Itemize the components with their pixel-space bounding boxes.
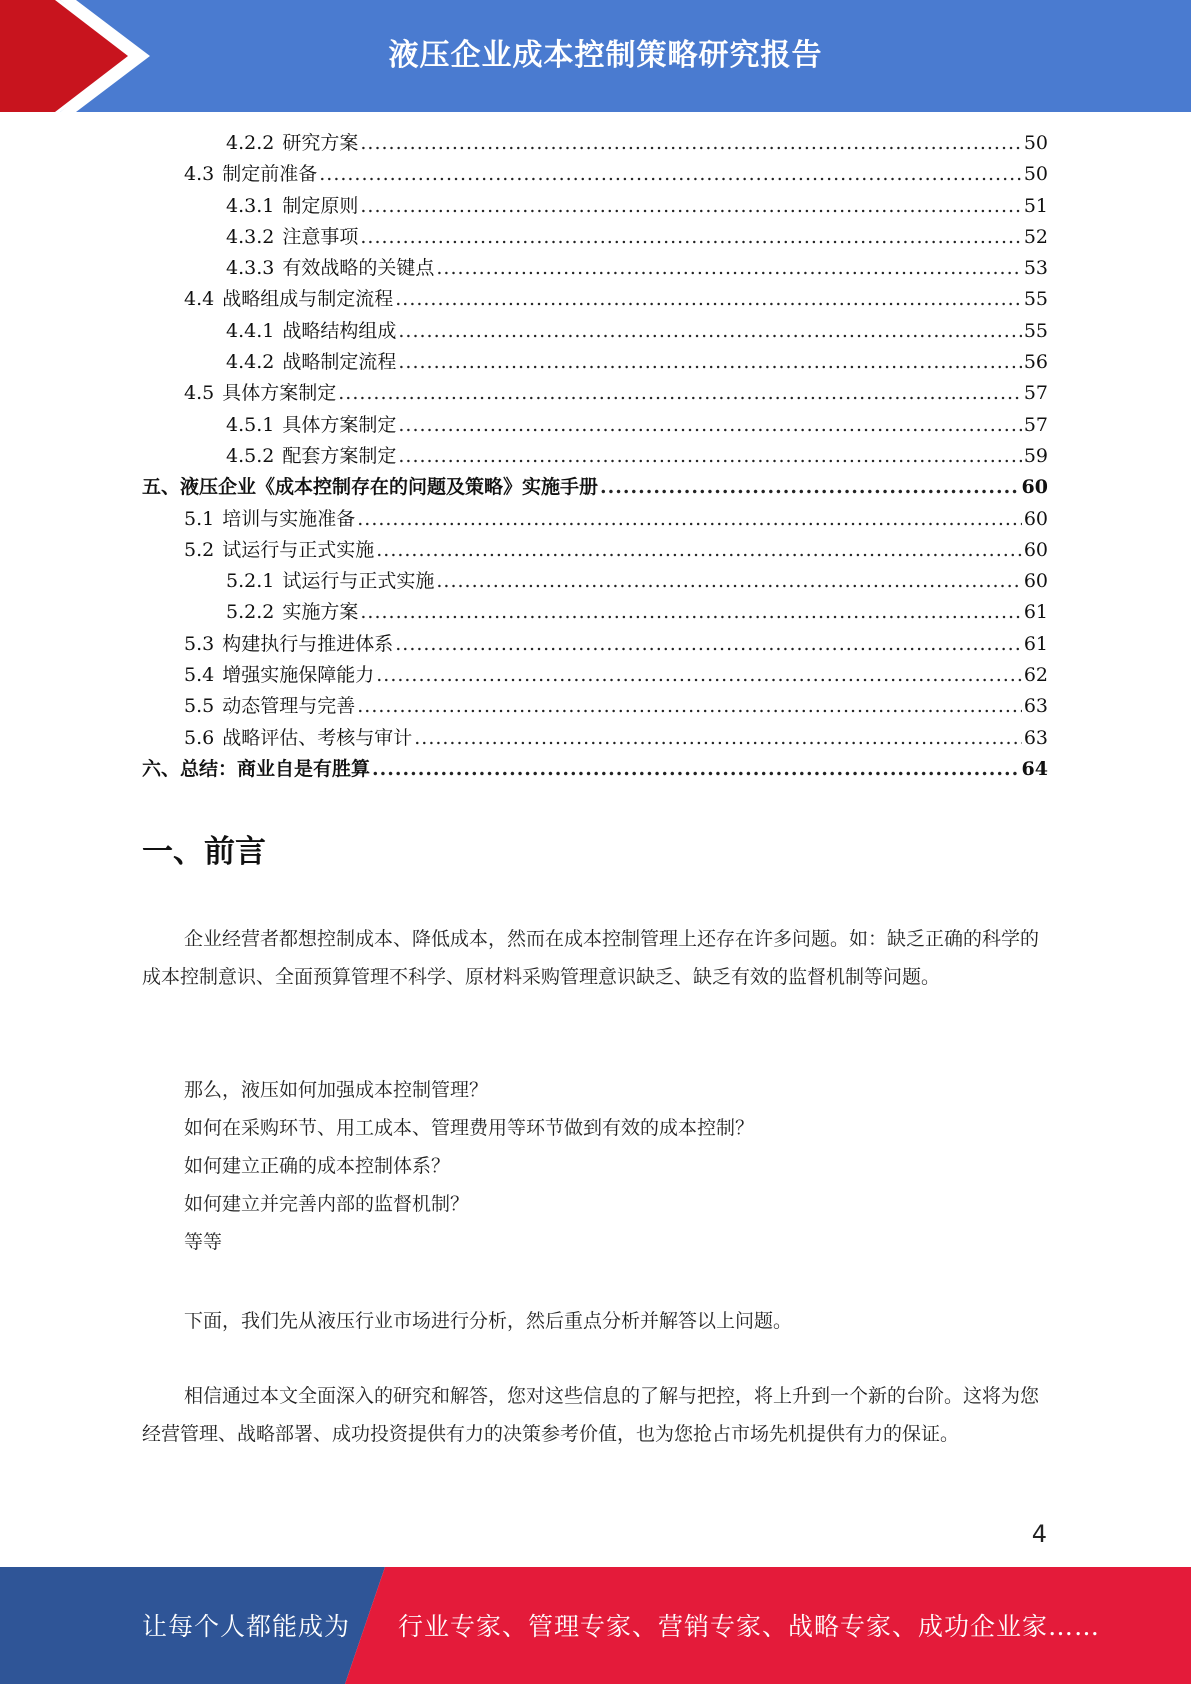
toc-entry-number: 5.3 <box>184 632 215 655</box>
toc-entry[interactable] <box>142 378 1048 409</box>
toc-entry-page: 50 <box>1023 132 1048 154</box>
toc-entry-number: 5.1 <box>184 507 215 530</box>
paragraph-text: 相信通过本文全面深入的研究和解答，您对这些信息的了解与把控，将上升到一个新的台阶。这将为您经营管理、战略部署、成功投资提供有力的决策参考价值，也为您抢占市场先机提供有力的保证。 <box>142 1385 1040 1445</box>
toc-entry-page: 51 <box>1023 194 1048 217</box>
question-item: 如何建立正确的成本控制体系？ <box>184 1155 451 1177</box>
toc-dot-leader <box>357 691 1022 722</box>
toc-dot-leader <box>338 378 1022 409</box>
toc-entry[interactable] <box>142 159 1048 190</box>
toc-entry[interactable] <box>142 316 1048 347</box>
toc-entry[interactable] <box>142 629 1048 660</box>
toc-entry-number: 4.5.1 <box>226 413 275 436</box>
toc-entry-page: 53 <box>1023 257 1048 280</box>
toc-entry-label: 战略制定流程 <box>282 351 397 374</box>
toc-dot-leader <box>360 191 1021 222</box>
toc-dot-leader <box>395 629 1022 660</box>
toc-entry-number: 5.4 <box>184 664 215 687</box>
toc-entry-label: 研究方案 <box>282 132 359 154</box>
toc-entry-number: 4.3.2 <box>226 225 275 248</box>
paragraph-text: 企业经营者都想控制成本、降低成本，然而在成本控制管理上还存在许多问题。如：缺乏正确的科学的成本控制意识、全面预算管理不科学、原材料采购管理意识缺乏、缺乏有效的监督机制等问题。 <box>142 928 1040 988</box>
toc-entry-page: 60 <box>1021 476 1048 499</box>
toc-entry[interactable] <box>142 504 1048 535</box>
toc-dot-leader <box>436 253 1021 284</box>
toc-entry-page: 62 <box>1023 664 1048 687</box>
toc-entry-label: 试运行与正式实施 <box>222 538 375 561</box>
paragraph-text: 下面，我们先从液压行业市场进行分析，然后重点分析并解答以上问题。 <box>184 1310 793 1332</box>
question-list <box>184 1071 754 1261</box>
toc-entry-number: 5.2.1 <box>226 570 275 593</box>
toc-entry[interactable] <box>142 441 1048 472</box>
toc-entry-page: 60 <box>1023 570 1048 593</box>
toc-entry-page: 60 <box>1023 507 1048 530</box>
toc-dot-leader <box>376 535 1022 566</box>
toc-dot-leader <box>414 723 1022 754</box>
toc-entry-label: 六、总结：商业自是有胜算 <box>142 757 371 780</box>
toc-entry-page: 57 <box>1023 382 1048 405</box>
toc-entry[interactable] <box>142 472 1048 503</box>
toc-entry-label: 制定前准备 <box>222 163 318 186</box>
toc-entry-number: 4.5 <box>184 382 215 405</box>
toc-dot-leader <box>372 754 1020 785</box>
toc-dot-leader <box>600 472 1020 503</box>
section-heading: 一、前言 <box>142 834 266 870</box>
toc-entry-page: 50 <box>1023 163 1048 186</box>
toc-dot-leader <box>357 504 1022 535</box>
toc-entry-number: 5.5 <box>184 695 215 718</box>
toc-entry-number: 4.4.2 <box>226 351 275 374</box>
toc-dot-leader <box>436 566 1021 597</box>
toc-entry[interactable] <box>142 284 1048 315</box>
toc-entry[interactable] <box>142 191 1048 222</box>
toc-entry-label: 战略结构组成 <box>282 319 397 342</box>
toc-entry-page: 61 <box>1023 601 1048 624</box>
page-header <box>0 0 1191 112</box>
toc-dot-leader <box>398 316 1021 347</box>
toc-entry[interactable] <box>142 723 1048 754</box>
toc-entry-page: 64 <box>1021 757 1048 780</box>
toc-dot-leader <box>360 222 1021 253</box>
toc-entry-label: 增强实施保障能力 <box>222 664 375 687</box>
toc-entry-label: 具体方案制定 <box>222 382 337 405</box>
toc-entry-label: 注意事项 <box>282 225 359 248</box>
toc-entry-label: 有效战略的关键点 <box>282 257 435 280</box>
toc-entry-number: 5.6 <box>184 726 215 749</box>
toc-entry-page: 52 <box>1023 225 1048 248</box>
footer-slogan-left: 让每个人都能成为 <box>142 1612 351 1641</box>
toc-entry-page: 63 <box>1023 695 1048 718</box>
table-of-contents <box>142 128 1048 785</box>
toc-entry[interactable] <box>142 691 1048 722</box>
toc-entry-page: 55 <box>1023 319 1048 342</box>
question-item: 如何在采购环节、用工成本、管理费用等环节做到有效的成本控制？ <box>184 1117 755 1139</box>
next-step-paragraph <box>142 1302 1048 1340</box>
toc-entry-number: 4.5.2 <box>226 444 275 467</box>
closing-paragraph <box>142 1377 1048 1453</box>
toc-entry[interactable] <box>142 535 1048 566</box>
toc-entry-page: 57 <box>1023 413 1048 436</box>
toc-entry-number: 4.3.1 <box>226 194 275 217</box>
toc-entry[interactable] <box>142 566 1048 597</box>
toc-entry-label: 具体方案制定 <box>282 413 397 436</box>
toc-entry[interactable] <box>142 347 1048 378</box>
toc-entry-label: 动态管理与完善 <box>222 695 356 718</box>
toc-dot-leader <box>360 128 1021 159</box>
toc-entry-number: 4.3 <box>184 163 215 186</box>
toc-entry-number: 4.2.2 <box>226 132 275 154</box>
toc-dot-leader <box>398 410 1021 441</box>
toc-entry-label: 五、液压企业《成本控制存在的问题及策略》实施手册 <box>142 476 599 499</box>
toc-entry-number: 5.2.2 <box>226 601 275 624</box>
toc-entry-number: 4.3.3 <box>226 257 275 280</box>
toc-entry-page: 56 <box>1023 351 1048 374</box>
toc-entry-label: 战略组成与制定流程 <box>222 288 394 311</box>
toc-entry-label: 制定原则 <box>282 194 359 217</box>
page-footer <box>0 1567 1191 1684</box>
toc-dot-leader <box>360 597 1021 628</box>
toc-entry-page: 63 <box>1023 726 1048 749</box>
toc-entry-page: 60 <box>1023 538 1048 561</box>
toc-entry-label: 配套方案制定 <box>282 444 397 467</box>
toc-entry-page: 59 <box>1023 444 1048 467</box>
toc-entry[interactable] <box>142 754 1048 785</box>
toc-entry-number: 5.2 <box>184 538 215 561</box>
toc-dot-leader <box>376 660 1022 691</box>
page-number: 4 <box>1031 1520 1047 1548</box>
toc-dot-leader <box>398 347 1021 378</box>
document-title: 液压企业成本控制策略研究报告 <box>388 38 823 73</box>
toc-dot-leader <box>395 284 1022 315</box>
toc-entry[interactable] <box>142 597 1048 628</box>
footer-slogan-right: 行业专家、管理专家、营销专家、战略专家、成功企业家…… <box>398 1612 1101 1641</box>
question-item: 如何建立并完善内部的监督机制？ <box>184 1193 470 1215</box>
toc-entry-label: 实施方案 <box>282 601 359 624</box>
toc-entry[interactable] <box>142 660 1048 691</box>
toc-entry-label: 培训与实施准备 <box>222 507 356 530</box>
toc-entry-number: 4.4.1 <box>226 319 275 342</box>
toc-entry-label: 战略评估、考核与审计 <box>222 726 413 749</box>
toc-entry-label: 试运行与正式实施 <box>282 570 435 593</box>
question-item: 那么，液压如何加强成本控制管理？ <box>184 1079 489 1101</box>
toc-entry[interactable] <box>142 222 1048 253</box>
toc-entry-page: 61 <box>1023 632 1048 655</box>
toc-entry-number: 4.4 <box>184 288 215 311</box>
toc-entry[interactable] <box>142 128 1048 159</box>
toc-dot-leader <box>398 441 1021 472</box>
intro-paragraph <box>142 920 1048 996</box>
toc-entry-page: 55 <box>1023 288 1048 311</box>
toc-dot-leader <box>319 159 1022 190</box>
toc-entry[interactable] <box>142 253 1048 284</box>
toc-entry[interactable] <box>142 410 1048 441</box>
question-item: 等等 <box>184 1231 223 1253</box>
toc-entry-label: 构建执行与推进体系 <box>222 632 394 655</box>
